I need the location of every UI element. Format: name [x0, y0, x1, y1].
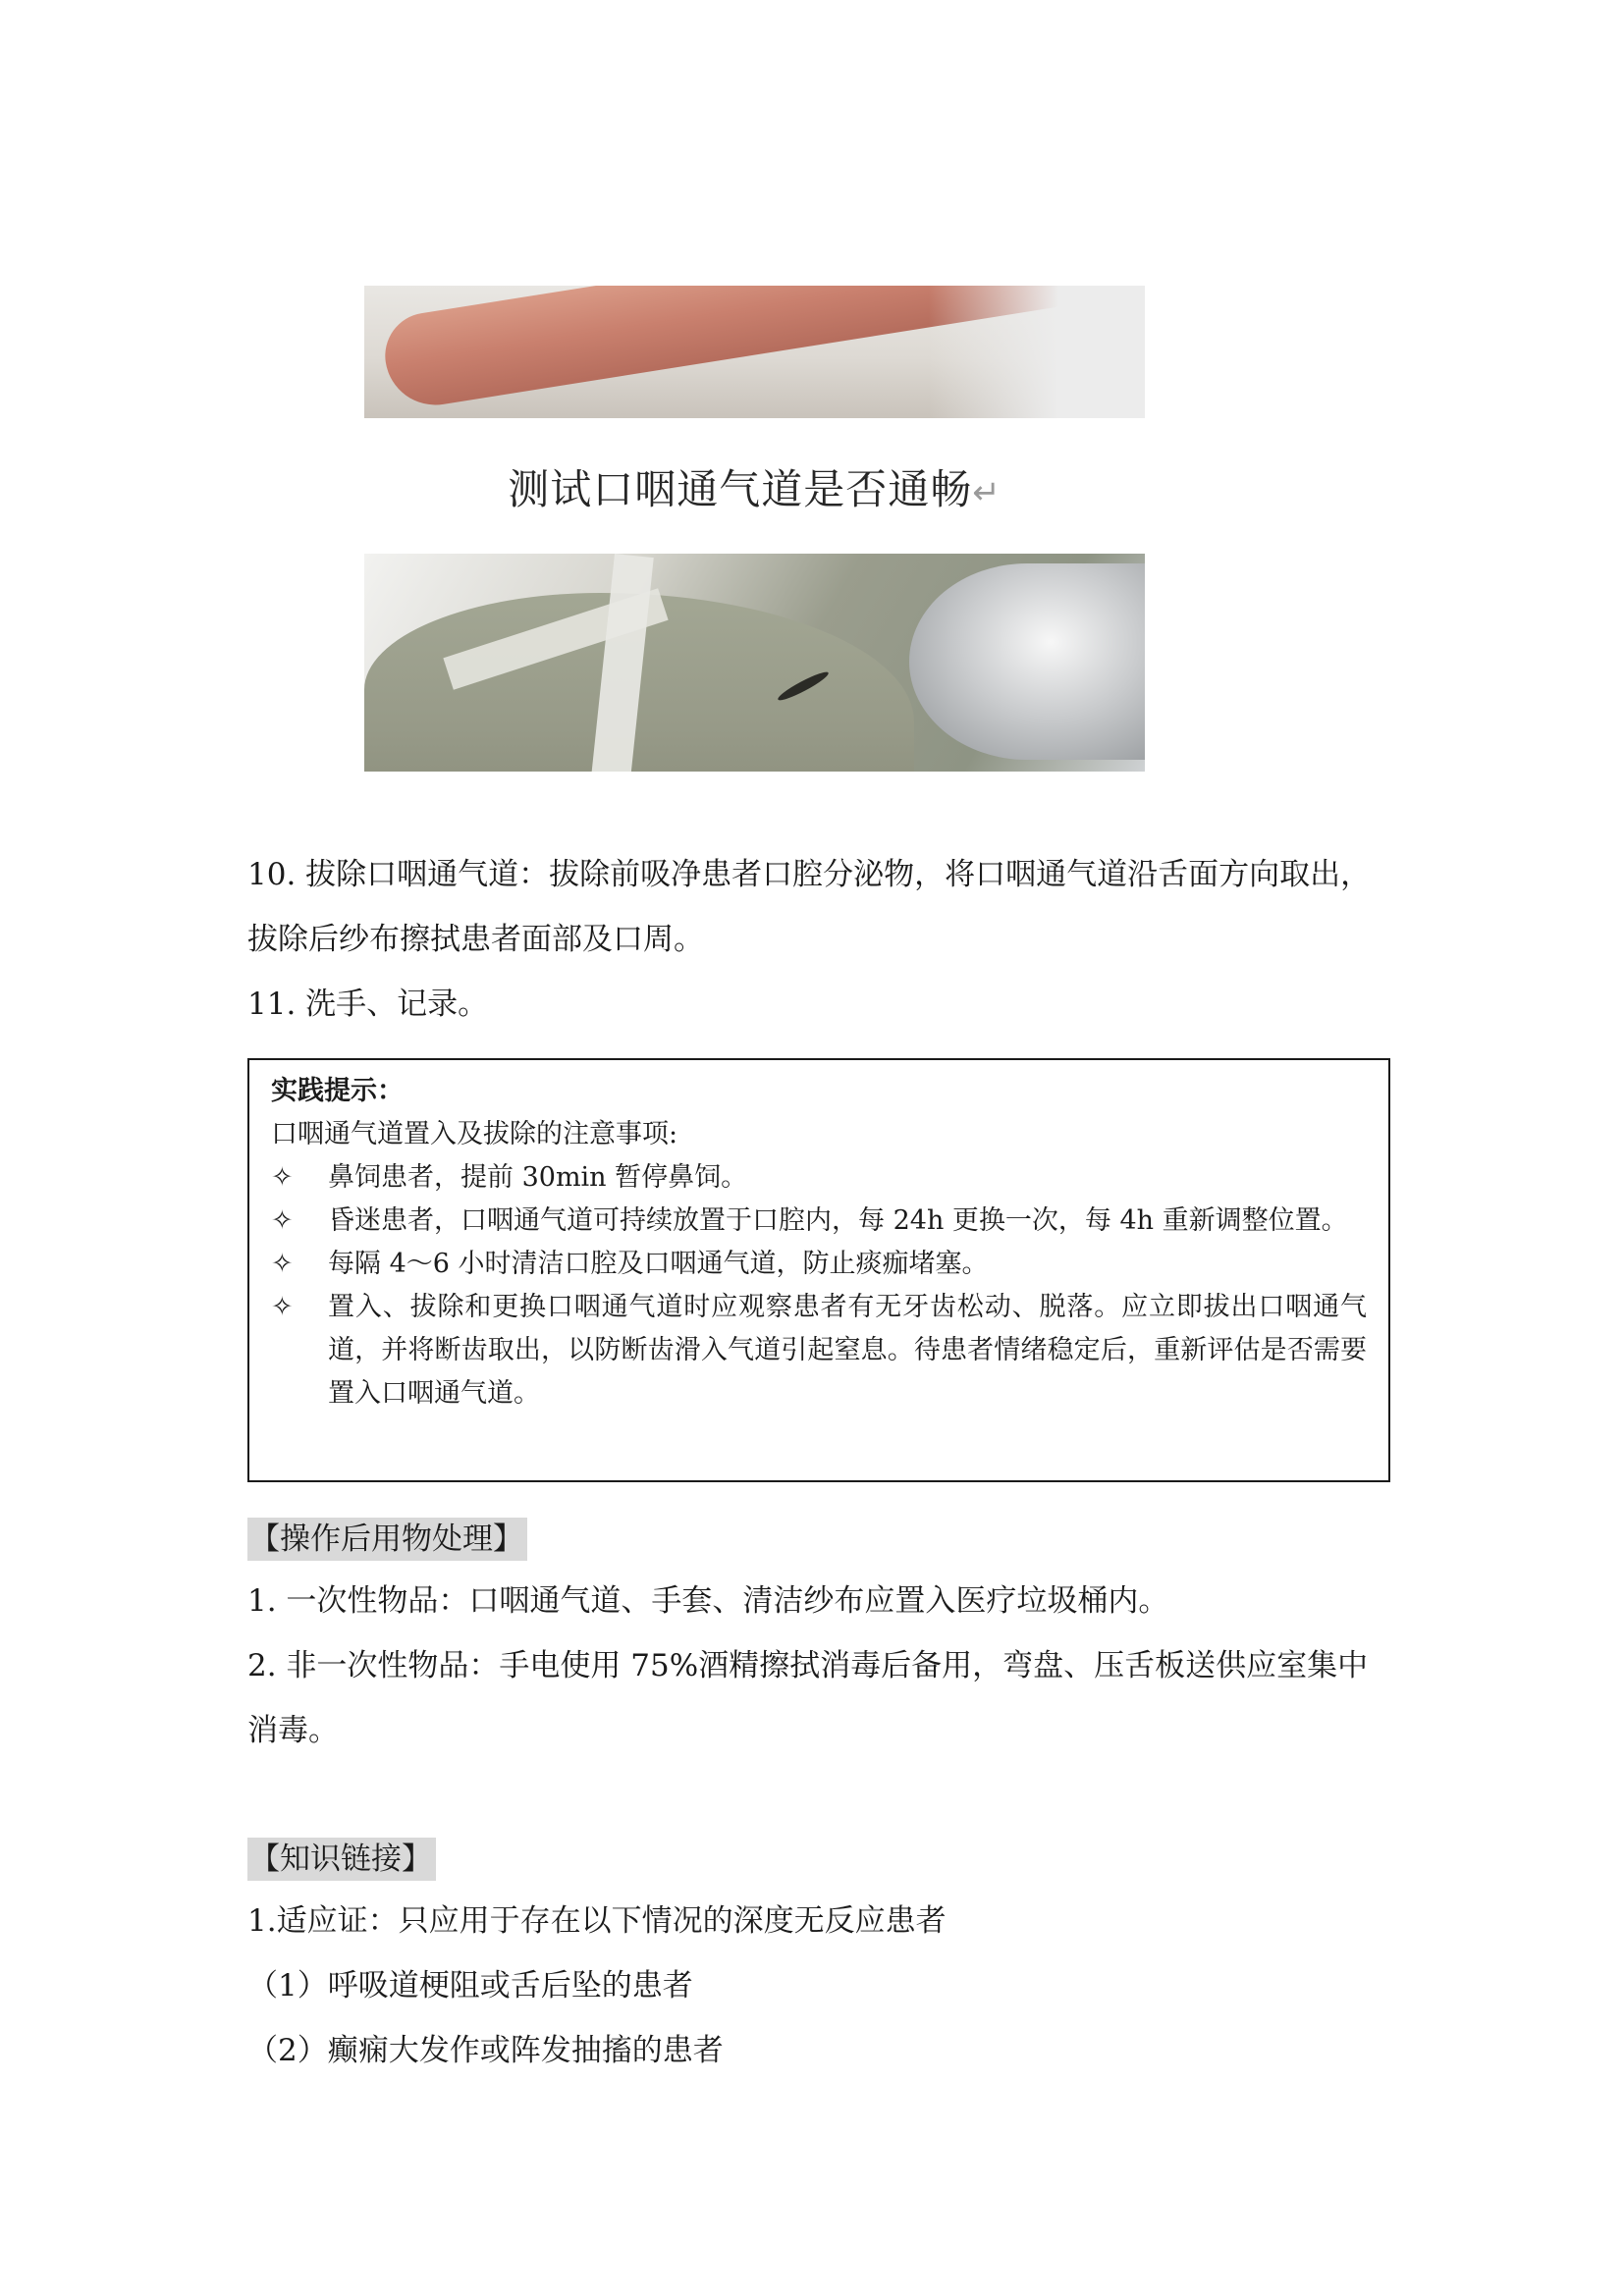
tip-item: ✧ 昏迷患者，口咽通气道可持续放置于口腔内，每 24h 更换一次，每 4h 重新调整位置。 — [271, 1200, 1367, 1243]
tip-item: ✧ 置入、拔除和更换口咽通气道时应观察患者有无牙齿松动、脱落。应立即拔出口咽通气道，并将断齿取出，以防断齿滑入气道引起窒息。待患者情绪稳定后，重新评估是否需要置入口咽通气道。 — [271, 1286, 1367, 1415]
tip-item: ✧ 每隔 4～6 小时清洁口腔及口咽通气道，防止痰痂堵塞。 — [271, 1243, 1367, 1286]
practice-tip-box — [247, 1058, 1390, 1482]
photo-hand-testing-airway — [364, 286, 1145, 418]
bullet-icon: ✧ — [271, 1205, 294, 1236]
section-heading-knowledge: 【知识链接】 — [247, 1838, 436, 1881]
section-heading-post-op: 【操作后用物处理】 — [247, 1518, 527, 1561]
knowledge-item: （1）呼吸道梗阻或舌后坠的患者 — [247, 1968, 693, 2003]
bullet-icon: ✧ — [271, 1292, 294, 1322]
figure-caption — [364, 457, 1145, 516]
return-mark: ↵ — [972, 473, 1001, 512]
step-10: 10. 拔除口咽通气道：拔除前吸净患者口腔分泌物，将口咽通气道沿舌面方向取出，拔除后纱布擦拭患者面部及口周。 — [247, 857, 1372, 957]
photo-manikin-airway — [364, 554, 1145, 772]
tip-item: ✧ 鼻饲患者，提前 30min 暂停鼻饲。 — [271, 1156, 1367, 1200]
caption-text: 测试口咽通气道是否通畅 — [508, 465, 973, 513]
tip-title: 实践提示： — [271, 1076, 404, 1106]
knowledge-item: （2）癫痫大发作或阵发抽搐的患者 — [247, 2033, 724, 2068]
post-op-item: 1. 一次性物品：口咽通气道、手套、清洁纱布应置入医疗垃圾桶内。 — [247, 1583, 1169, 1619]
bullet-icon: ✧ — [271, 1249, 294, 1279]
post-op-item: 2. 非一次性物品：手电使用 75%酒精擦拭消毒后备用，弯盘、压舌板送供应室集中消毒。 — [247, 1648, 1369, 1748]
knowledge-item: 1.适应证：只应用于存在以下情况的深度无反应患者 — [247, 1903, 947, 1939]
tip-intro: 口咽通气道置入及拔除的注意事项: — [271, 1119, 678, 1149]
bullet-icon: ✧ — [271, 1162, 294, 1193]
step-11: 11. 洗手、记录。 — [247, 987, 489, 1022]
